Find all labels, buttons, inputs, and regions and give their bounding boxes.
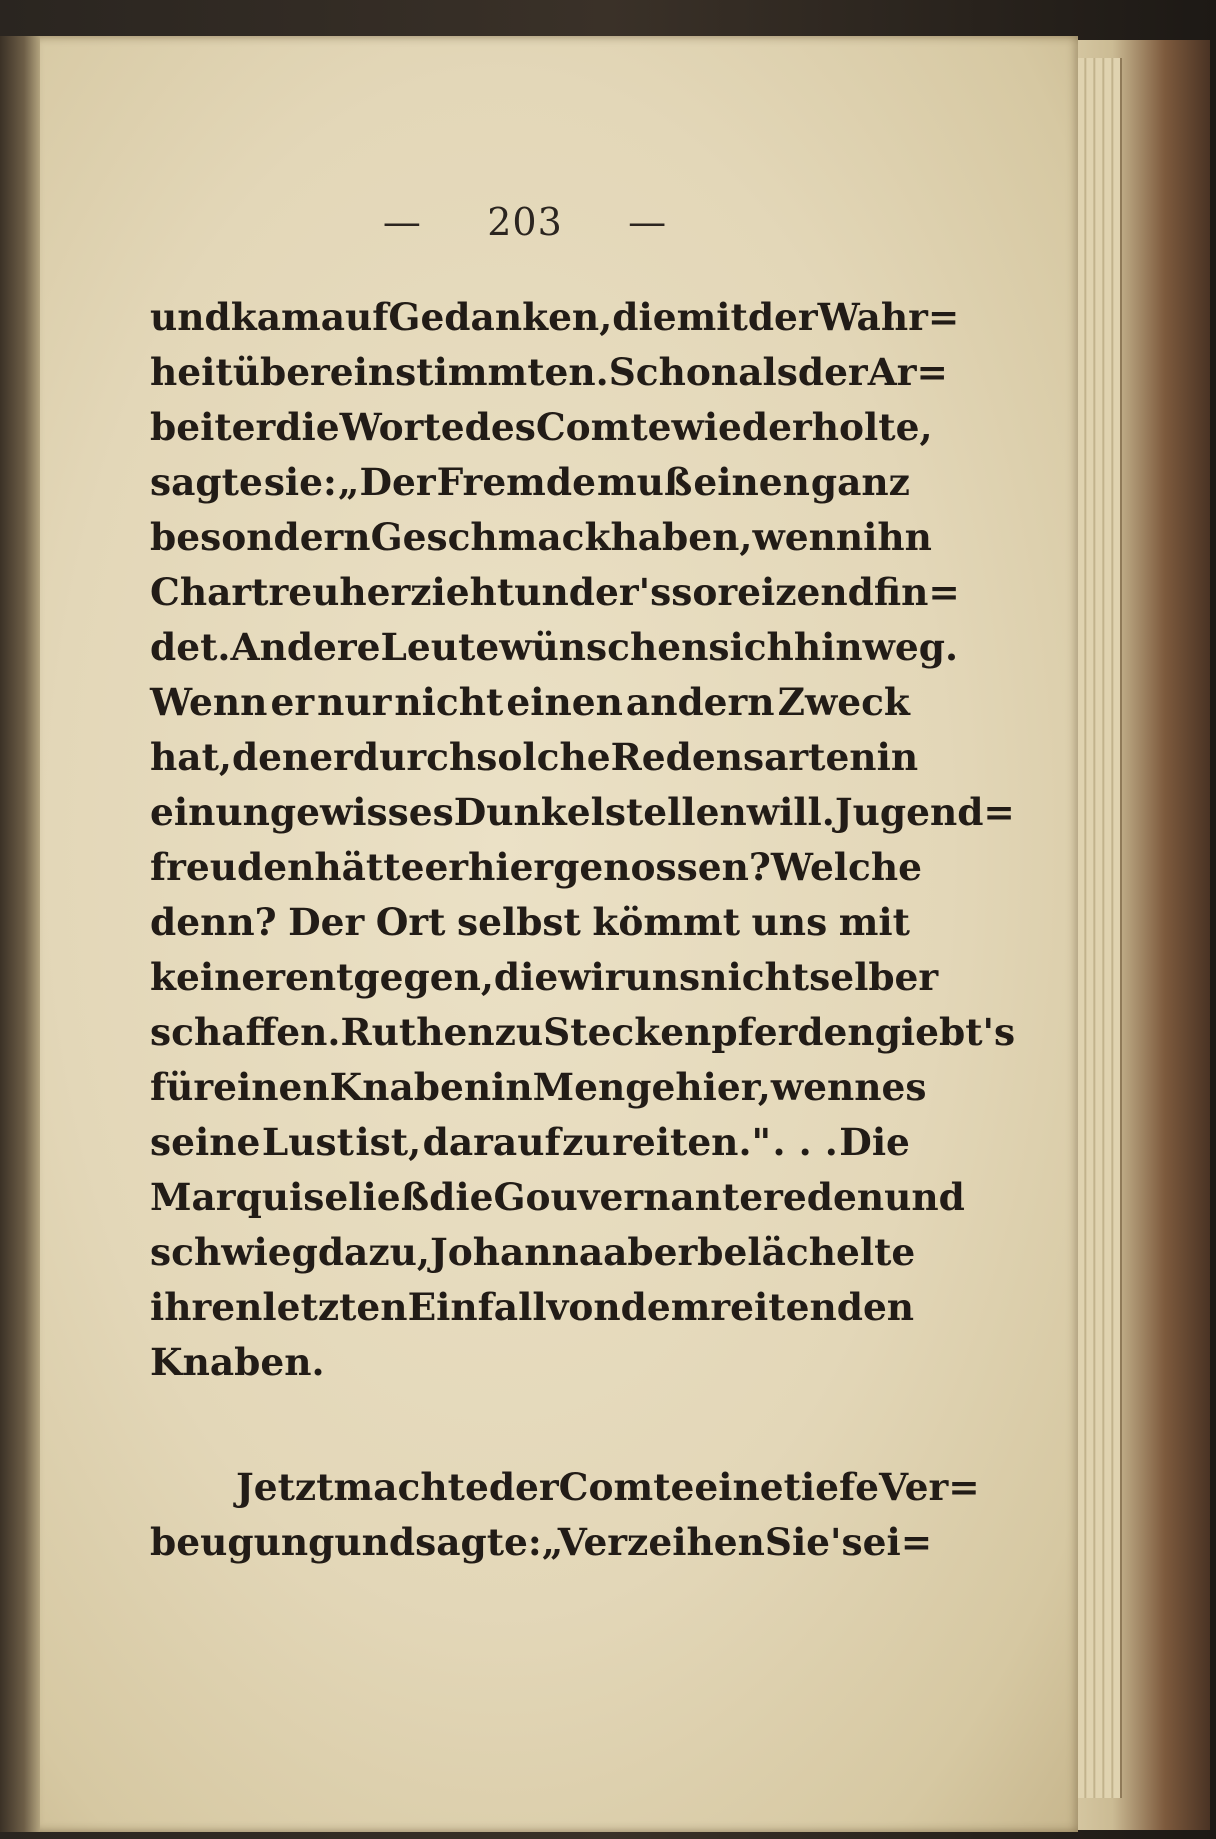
word: wiederholte, xyxy=(671,405,933,449)
word: Fremde xyxy=(436,460,596,504)
word: Jugend= xyxy=(834,790,1015,834)
word: reiten." xyxy=(612,1120,772,1164)
word: sagte: xyxy=(415,1520,542,1564)
word: aber xyxy=(603,1230,698,1274)
word: als xyxy=(738,350,798,394)
word: Chartreu xyxy=(150,570,340,614)
paragraph xyxy=(150,290,1016,1390)
word: die xyxy=(612,295,677,339)
word: einen xyxy=(693,460,810,504)
word: Steckenpferden xyxy=(543,1010,875,1054)
word: nur xyxy=(317,680,392,724)
word: det. xyxy=(150,625,231,669)
word: Jetzt xyxy=(236,1465,334,1509)
word: Andere xyxy=(230,625,381,669)
word: auf xyxy=(320,295,389,339)
word: nicht xyxy=(394,680,504,724)
word: mit xyxy=(676,295,748,339)
text-line xyxy=(150,950,939,1005)
word: „Verzeihen xyxy=(541,1520,765,1564)
word: sagte xyxy=(150,460,263,504)
word: heit xyxy=(150,350,233,394)
word: muß xyxy=(596,460,693,504)
word: ihren xyxy=(150,1285,263,1329)
word: darauf xyxy=(422,1120,561,1164)
word: die xyxy=(429,1175,494,1219)
word: will. xyxy=(746,790,835,834)
text-line xyxy=(150,1115,910,1170)
word: hätte xyxy=(314,845,425,889)
word: in xyxy=(491,1065,533,1109)
word: ei= xyxy=(862,1520,933,1564)
text-line xyxy=(150,785,1015,840)
word: der xyxy=(797,350,868,394)
word: „Der xyxy=(337,460,436,504)
word: Wahr= xyxy=(817,295,960,339)
word: zu xyxy=(562,1120,611,1164)
text-line xyxy=(150,290,960,345)
word: hinweg. xyxy=(793,625,959,669)
word: dem xyxy=(620,1285,711,1329)
word: hat, xyxy=(150,735,232,779)
word: durch xyxy=(352,735,477,779)
word: entgegen, xyxy=(284,955,494,999)
word: nicht xyxy=(700,955,810,999)
word: reizend xyxy=(717,570,874,614)
word: schaffen. xyxy=(150,1010,341,1054)
page-number: 203 xyxy=(487,200,563,244)
word: fin= xyxy=(873,570,960,614)
word: sich xyxy=(708,625,794,669)
word: tiefe xyxy=(783,1465,880,1509)
word: freuden xyxy=(150,845,315,889)
word: eine xyxy=(694,1465,784,1509)
text-line xyxy=(150,510,932,565)
word: Welche xyxy=(770,845,923,889)
running-head-dash-right: — xyxy=(628,200,668,244)
word: der xyxy=(747,295,818,339)
word: seine xyxy=(150,1120,261,1164)
word: zu xyxy=(494,1010,544,1054)
text-line xyxy=(150,1515,933,1570)
word: giebt's xyxy=(874,1010,1016,1054)
word: kam xyxy=(230,295,321,339)
word: Lust xyxy=(261,1120,354,1164)
word: Marquise xyxy=(150,1175,349,1219)
word: ihn xyxy=(863,515,932,559)
word: und xyxy=(150,295,231,339)
word: und xyxy=(884,1175,965,1219)
word: Die xyxy=(839,1120,910,1164)
word: sie: xyxy=(263,460,337,504)
word: belächelte xyxy=(697,1230,916,1274)
word: in xyxy=(876,735,919,779)
text-line xyxy=(150,730,919,785)
word: Einfall xyxy=(407,1285,547,1329)
word: er xyxy=(309,735,353,779)
text-line xyxy=(150,1170,965,1225)
body-text xyxy=(150,290,1016,1570)
word: Johanna xyxy=(429,1230,604,1274)
word: Knaben. xyxy=(150,1340,325,1384)
word: beiter xyxy=(150,405,276,449)
text-line xyxy=(150,620,959,675)
word: den xyxy=(231,735,310,779)
word: Geschmack xyxy=(370,515,611,559)
text-line xyxy=(150,345,948,400)
word: so xyxy=(671,570,718,614)
word: Worte xyxy=(339,405,465,449)
word: kömmt xyxy=(592,900,741,944)
word: reitenden xyxy=(710,1285,915,1329)
text-line xyxy=(150,1335,910,1390)
running-head-dash-left: — xyxy=(382,200,422,244)
word: ungewisses xyxy=(215,790,454,834)
word: selber xyxy=(809,955,939,999)
word: übereinstimmten. xyxy=(232,350,609,394)
word: schwieg xyxy=(150,1230,318,1274)
word: Comte xyxy=(535,405,672,449)
word: für xyxy=(150,1065,214,1109)
word: selbst xyxy=(456,900,581,944)
text-line xyxy=(150,1280,915,1335)
word: . . . xyxy=(772,1120,838,1164)
word: einen xyxy=(213,1065,330,1109)
word: Comte xyxy=(558,1465,695,1509)
word: reden xyxy=(763,1175,885,1219)
word: Menge xyxy=(532,1065,676,1109)
word: und xyxy=(334,1520,416,1564)
word: wir xyxy=(558,955,625,999)
word: wenn xyxy=(752,515,864,559)
text-line xyxy=(150,1060,927,1115)
word: es xyxy=(881,1065,927,1109)
word: keiner xyxy=(150,955,285,999)
word: uns xyxy=(624,955,701,999)
text-line xyxy=(150,400,933,455)
word: haben, xyxy=(610,515,753,559)
word: Leute xyxy=(380,625,500,669)
word: einen xyxy=(506,680,623,724)
word: wenn xyxy=(770,1065,882,1109)
word: solche xyxy=(476,735,611,779)
text-line xyxy=(150,1005,1016,1060)
word: Redensarten xyxy=(610,735,877,779)
word: ist, xyxy=(355,1120,422,1164)
word: er xyxy=(424,845,469,889)
word: andern xyxy=(625,680,775,724)
word: Der xyxy=(288,900,365,944)
paragraph-gap xyxy=(150,1390,910,1460)
word: ließ xyxy=(348,1175,430,1219)
word: wünschen xyxy=(499,625,709,669)
text-line xyxy=(150,1225,916,1280)
word: ein xyxy=(150,790,216,834)
word: beugung xyxy=(150,1520,335,1564)
word: Ort xyxy=(375,900,446,944)
text-line xyxy=(150,455,910,510)
word: genossen? xyxy=(553,845,771,889)
text-line xyxy=(150,840,923,895)
word: Ver= xyxy=(879,1465,980,1509)
word: denn? xyxy=(150,900,277,944)
word: Knaben xyxy=(329,1065,492,1109)
paragraph xyxy=(150,1460,980,1570)
word: Gedanken, xyxy=(388,295,613,339)
word: hier, xyxy=(675,1065,771,1109)
word: Wenn xyxy=(150,680,268,724)
word: Dunkel xyxy=(453,790,605,834)
text-line xyxy=(150,675,910,730)
word: Schon xyxy=(608,350,739,394)
word: Gouvernante xyxy=(493,1175,764,1219)
word: letzten xyxy=(262,1285,408,1329)
text-line xyxy=(150,565,960,620)
book-gutter xyxy=(0,36,40,1832)
word: Zweck xyxy=(777,680,910,724)
word: ganz xyxy=(810,460,910,504)
word: des xyxy=(464,405,536,449)
word: stellen xyxy=(604,790,747,834)
word: herzieht xyxy=(339,570,515,614)
word: hier xyxy=(468,845,554,889)
running-head xyxy=(380,200,670,244)
word: von xyxy=(546,1285,621,1329)
word: die xyxy=(275,405,340,449)
word: und xyxy=(514,570,595,614)
word: Ruthen xyxy=(340,1010,495,1054)
word: dazu, xyxy=(317,1230,430,1274)
word: Ar= xyxy=(867,350,948,394)
word: die xyxy=(493,955,559,999)
word: mit xyxy=(838,900,910,944)
word: er xyxy=(270,680,315,724)
word: er's xyxy=(595,570,672,614)
word: Sie's xyxy=(764,1520,863,1564)
text-line xyxy=(150,895,910,950)
word: besondern xyxy=(150,515,371,559)
text-line xyxy=(150,1460,980,1515)
word: uns xyxy=(751,900,828,944)
word: machte xyxy=(333,1465,489,1509)
word: der xyxy=(488,1465,559,1509)
